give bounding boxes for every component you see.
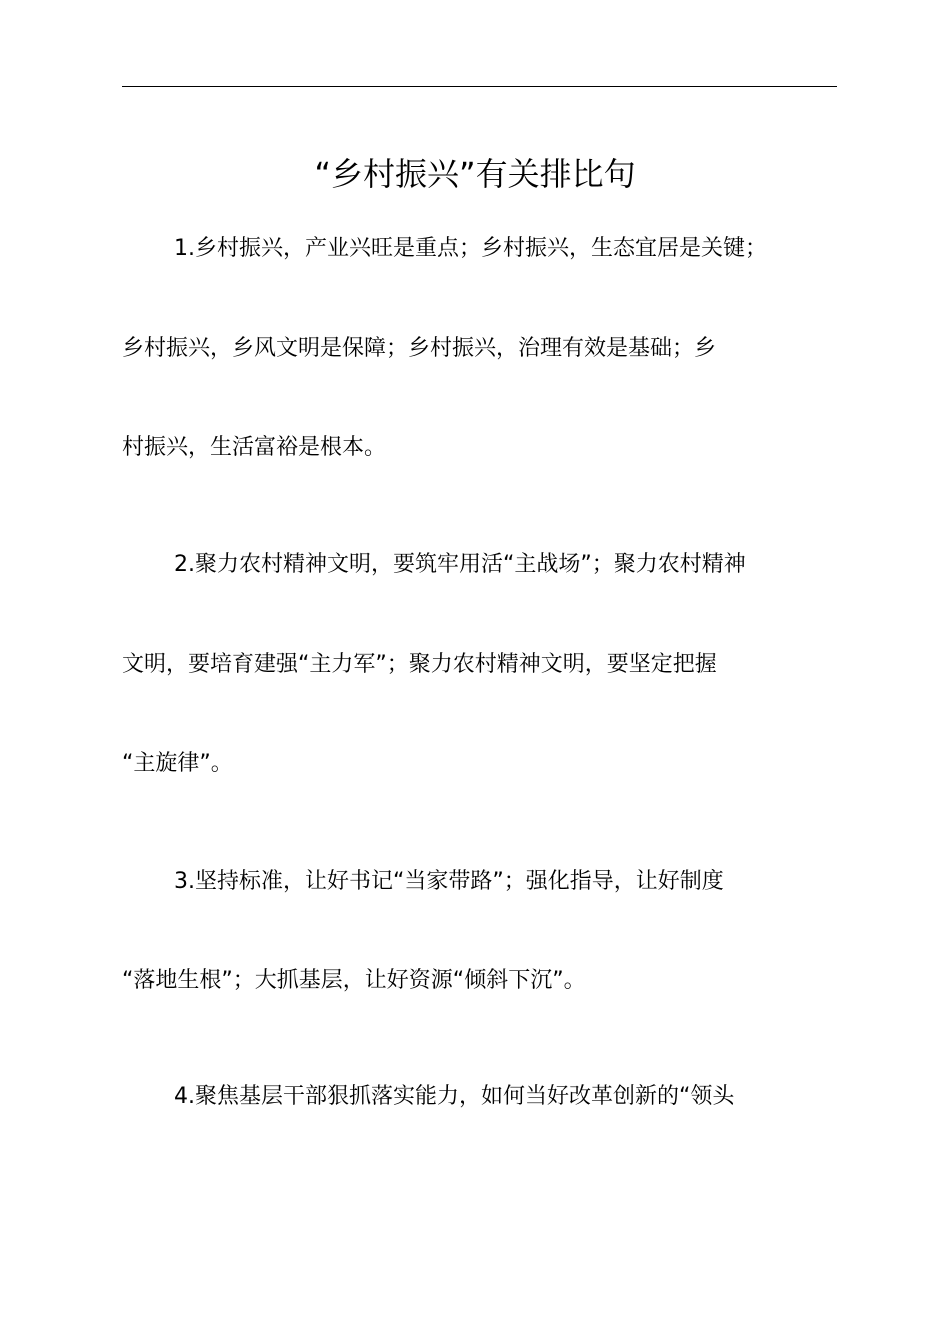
paragraph-line: 1.乡村振兴，产业兴旺是重点；乡村振兴，生态宜居是关键； bbox=[174, 236, 767, 261]
paragraph-line: 乡村振兴，乡风文明是保障；乡村振兴，治理有效是基础；乡 bbox=[122, 336, 717, 361]
header-rule bbox=[122, 86, 837, 87]
paragraph-line: “落地生根”；大抓基层，让好资源“倾斜下沉”。 bbox=[122, 968, 586, 993]
paragraph-line: 4.聚焦基层干部狠抓落实能力，如何当好改革创新的“领头 bbox=[174, 1084, 735, 1109]
page-title: “乡村振兴”有关排比句 bbox=[314, 155, 636, 193]
paragraph-line: 文明，要培育建强“主力军”；聚力农村精神文明，要坚定把握 bbox=[122, 652, 717, 677]
paragraph-line: 2.聚力农村精神文明，要筑牢用活“主战场”；聚力农村精神 bbox=[174, 552, 746, 577]
paragraph-line: “主旋律”。 bbox=[122, 751, 233, 776]
paragraph-line: 3.坚持标准，让好书记“当家带路”；强化指导，让好制度 bbox=[174, 869, 724, 894]
paragraph-line: 村振兴，生活富裕是根本。 bbox=[122, 435, 387, 460]
